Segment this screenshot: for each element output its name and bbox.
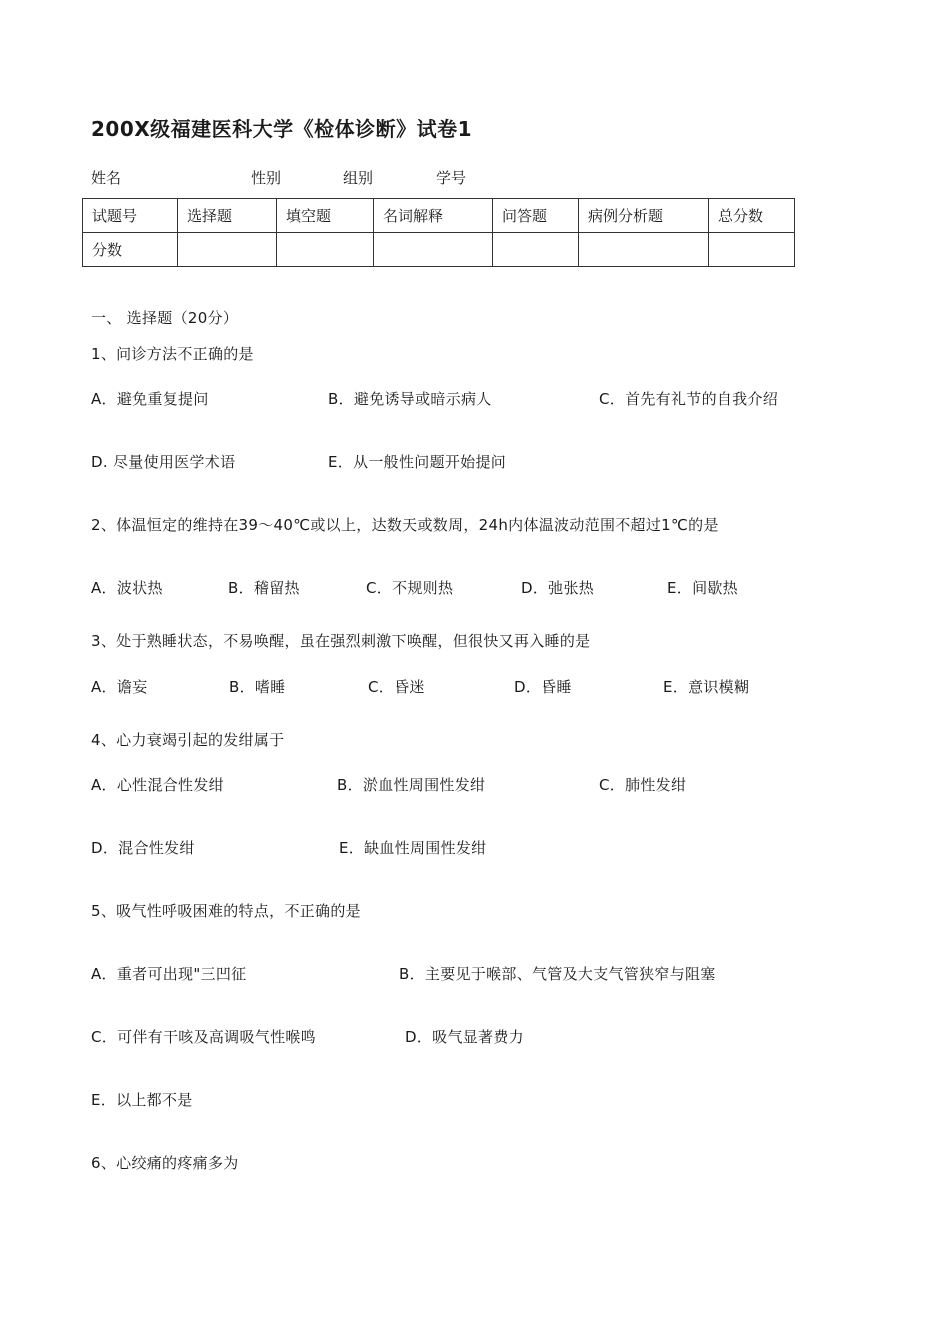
option-item: E．间歇热 — [667, 579, 738, 597]
score-cell-term[interactable] — [374, 233, 493, 267]
option-item: B．避免诱导或暗示病人 — [328, 390, 492, 408]
question-stem: 2、体温恒定的维持在39～40℃或以上，达数天或数周，24h内体温波动范围不超过1℃的是 — [91, 516, 719, 534]
option-item: C．昏迷 — [368, 678, 425, 696]
option-item: A．避免重复提问 — [91, 390, 209, 408]
option-item: A．心性混合性发绀 — [91, 776, 224, 794]
question-stem: 1、问诊方法不正确的是 — [91, 345, 254, 363]
option-item: E．从一般性问题开始提问 — [328, 453, 507, 471]
question-stem: 3、处于熟睡状态，不易唤醒，虽在强烈刺激下唤醒，但很快又再入睡的是 — [91, 632, 591, 650]
score-table — [82, 198, 795, 267]
option-item: B．嗜睡 — [229, 678, 286, 696]
option-item: A．谵妄 — [91, 678, 148, 696]
group-field-label: 组别 — [343, 169, 374, 187]
score-cell-case[interactable] — [579, 233, 709, 267]
option-item: D．混合性发绀 — [91, 839, 195, 857]
option-item: E．意识模糊 — [663, 678, 750, 696]
option-item: A．重者可出现"三凹征 — [91, 965, 247, 983]
score-cell-qa[interactable] — [493, 233, 579, 267]
exam-title: 200X级福建医科大学《检体诊断》试卷1 — [91, 117, 473, 141]
score-cell-choice[interactable] — [178, 233, 277, 267]
score-row-label: 分数 — [83, 233, 178, 267]
question-stem: 4、心力衰竭引起的发绀属于 — [91, 731, 285, 749]
option-item: D．吸气显著费力 — [405, 1028, 524, 1046]
option-item: A．波状热 — [91, 579, 163, 597]
header-cell-choice: 选择题 — [178, 199, 277, 233]
option-item: C．肺性发绀 — [599, 776, 687, 794]
option-item: B．淤血性周围性发绀 — [337, 776, 486, 794]
student-id-field-label: 学号 — [436, 169, 467, 187]
option-item: E．缺血性周围性发绀 — [339, 839, 487, 857]
header-cell-fill-blank: 填空题 — [277, 199, 374, 233]
score-table-header-row — [83, 199, 795, 233]
section-heading: 一、 选择题（20分） — [91, 309, 239, 327]
score-cell-fill-blank[interactable] — [277, 233, 374, 267]
name-field-label: 姓名 — [91, 169, 122, 187]
option-item: E．以上都不是 — [91, 1091, 193, 1109]
option-item: B．主要见于喉部、气管及大支气管狭窄与阻塞 — [399, 965, 716, 983]
header-cell-term: 名词解释 — [374, 199, 493, 233]
option-item: C．不规则热 — [366, 579, 454, 597]
option-item: D. 尽量使用医学术语 — [91, 453, 236, 471]
option-item: C．可伴有干咳及高调吸气性喉鸣 — [91, 1028, 316, 1046]
header-cell-case: 病例分析题 — [579, 199, 709, 233]
option-item: B．稽留热 — [228, 579, 300, 597]
question-stem: 5、吸气性呼吸困难的特点，不正确的是 — [91, 902, 361, 920]
question-stem: 6、心绞痛的疼痛多为 — [91, 1154, 239, 1172]
score-table-score-row — [83, 233, 795, 267]
score-cell-total[interactable] — [709, 233, 795, 267]
gender-field-label: 性别 — [251, 169, 282, 187]
header-cell-question-no: 试题号 — [83, 199, 178, 233]
option-item: D．弛张热 — [521, 579, 595, 597]
option-item: C．首先有礼节的自我介绍 — [599, 390, 779, 408]
option-item: D．昏睡 — [514, 678, 572, 696]
header-cell-qa: 问答题 — [493, 199, 579, 233]
header-cell-total: 总分数 — [709, 199, 795, 233]
